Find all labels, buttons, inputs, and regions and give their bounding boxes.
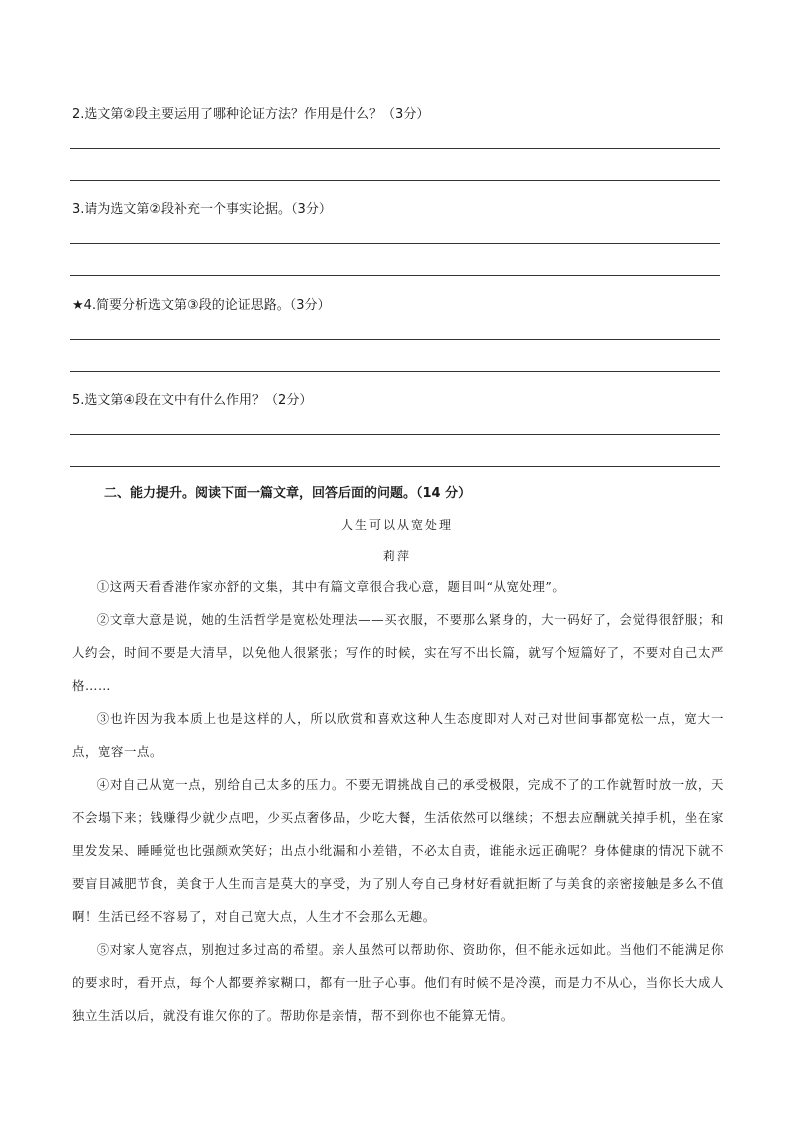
paragraph-1: ①这两天看香港作家亦舒的文集，其中有篇文章很合我心意，题目叫“从宽处理”。 [96, 579, 566, 594]
paragraph-2: ②文章大意是说，她的生活哲学是宽松处理法——买衣服，不要那么紧身的，大一码好了，会觉得很舒服；和人约会，时间不要是大清早，以免他人很紧张；写作的时候，实在写不出长篇，就写个短篇好了，不要对自己太严格…… [72, 612, 724, 693]
answer-line [70, 148, 720, 149]
question-4: ★4.简要分析选文第③段的论证思路。（3分） [72, 298, 331, 313]
answer-line [70, 180, 720, 181]
question-5: 5.选文第④段在文中有什么作用？（2分） [72, 393, 313, 408]
paragraph-3: ③也许因为我本质上也是这样的人，所以欣赏和喜欢这种人生态度即对人对己对世间事都宽松一点，宽大一点，宽容一点。 [72, 711, 724, 759]
answer-line [70, 275, 720, 276]
answer-line [70, 466, 720, 467]
answer-line [70, 339, 720, 340]
paragraph-4: ④对自己从宽一点，别给自己太多的压力。不要无谓挑战自己的承受极限，完成不了的工作就暂时放一放，天不会塌下来；钱赚得少就少点吧，少买点奢侈品，少吃大餐，生活依然可以继续；不想去应酬就关掉手机，坐在家里发发呆、睡睡觉也比强颜欢笑好；出点小纰漏和小差错，不必太自责，谁能永远正确呢？身体健康的情况下就不要盲目减肥节食，美食于人生而言是莫大的享受，为了别人夸自己身材好看就拒断了与美食的亲密接触是多么不值啊！生活已经不容易了，对自己宽大点，人生才不会那么无趣。 [72, 777, 724, 924]
article-title: 人生可以从宽处理 [340, 518, 453, 532]
answer-line [70, 434, 720, 435]
article-author: 莉萍 [382, 549, 411, 563]
question-3: 3.请为选文第②段补充一个事实论据。（3分） [72, 202, 332, 217]
answer-line [70, 371, 720, 372]
article-body [72, 570, 724, 1032]
paragraph-5: ⑤对家人宽容点，别抱过多过高的希望。亲人虽然可以帮助你、资助你，但不能永远如此。当他们不能满足你的要求时，看开点，每个人都要养家糊口，都有一肚子心事。他们有时候不是冷漠，而是力不从心，当你长大成人独立生活以后，就没有谁欠你的了。帮助你是亲情，帮不到你也不能算无情。 [72, 942, 724, 1023]
question-2: 2.选文第②段主要运用了哪种论证方法？作用是什么？（3分） [72, 107, 430, 122]
answer-line [70, 243, 720, 244]
section-heading: 二、能力提升。阅读下面一篇文章，回答后面的问题。（14 分） [104, 486, 472, 501]
